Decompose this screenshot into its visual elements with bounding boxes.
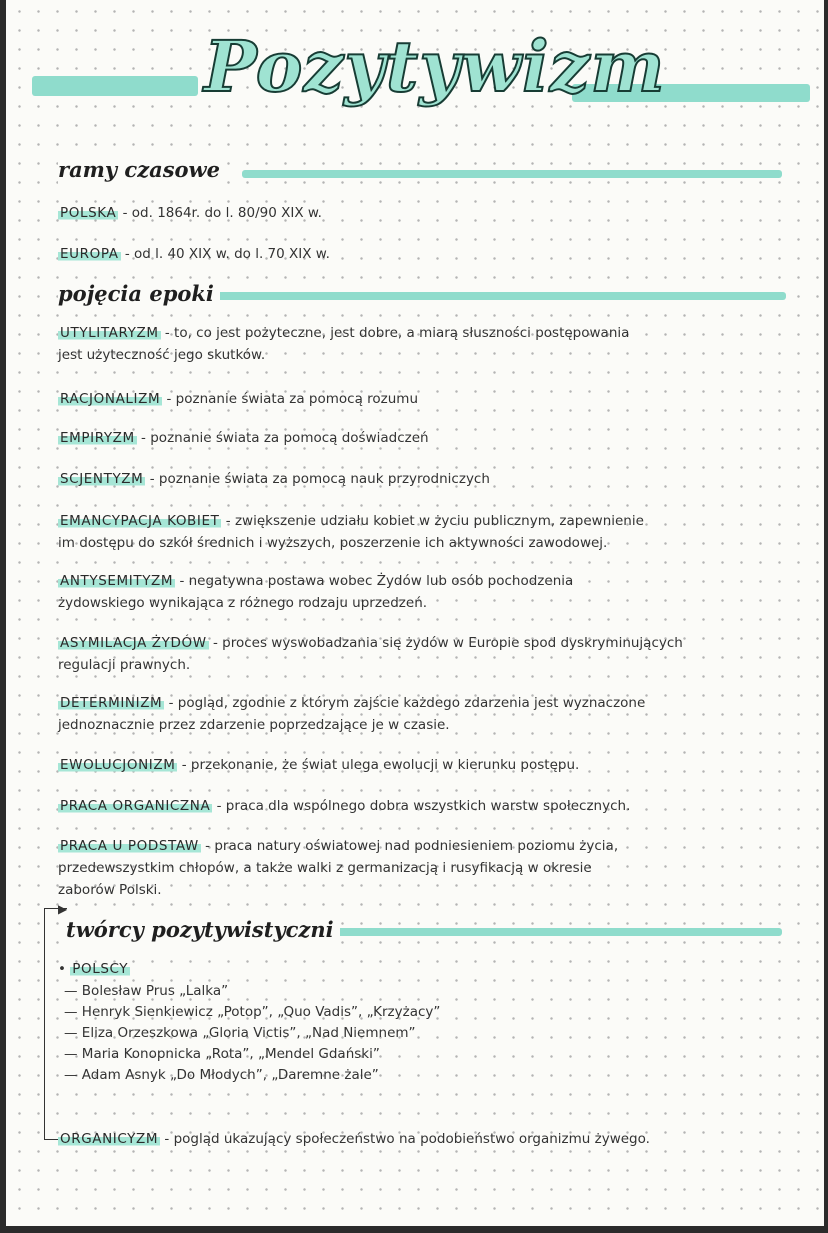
concept-organicism: ORGANICYZM - pogląd ukazujący społeczeństwo na podobieństwo organizmu żywego. [60, 1131, 650, 1147]
desc-determinism-cont: jednoznacznie przez zdarzenie poprzedzające je w czasie. [58, 717, 450, 733]
term-determinism: DETERMINIZM [60, 695, 163, 711]
desc-empiricism: poznanie świata za pomocą doświadczeń [150, 430, 429, 446]
term-poland: POLSKA [60, 205, 117, 221]
author-item: — Maria Konopnicka „Rota”, „Mendel Gdański” [64, 1046, 380, 1062]
desc-evolutionism: przekonanie, że świat ulega ewolucji w kierunku postępu. [190, 757, 580, 773]
author-item: — Adam Asnyk „Do Młodych”, „Daremne żale” [64, 1067, 379, 1083]
concept-organic-work: PRACA ORGANICZNA - praca dla wspólnego dobra wszystkich warstw społecznych. [60, 798, 631, 814]
desc-organic-work: praca dla wspólnego dobra wszystkich warstw społecznych. [225, 798, 631, 814]
author-item: — Henryk Sienkiewicz „Potop”, „Quo Vadis”, „Krzyżacy” [64, 1004, 441, 1020]
section-title-creators: twórcy pozytywistyczni [66, 916, 340, 944]
desc-rationalism: poznanie świata za pomocą rozumu [175, 391, 419, 407]
notebook-page [6, 0, 824, 1226]
desc-determinism: pogląd, zgodnie z którym zajście każdego zdarzenia jest wyznaczone [177, 695, 646, 711]
term-scientism: SCJENTYZM [60, 471, 144, 487]
desc-work-at-foundations-cont2: zaborów Polski. [58, 882, 162, 898]
desc-work-at-foundations-cont: przedewszystkim chłopów, a także walki z germanizacją i rusyfikacją w okresie [58, 860, 592, 876]
concept-determinism: DETERMINIZM - pogląd, zgodnie z którym zajście każdego zdarzenia jest wyznaczone jednoznacznie przez zdarzenie poprzedzające je w czasie. [58, 692, 808, 736]
desc-emancipation: zwiększenie udziału kobiet w życiu publicznym, zapewnienie [234, 513, 644, 529]
title-bar-left [32, 76, 198, 96]
term-antisemitism: ANTYSEMITYZM [60, 573, 174, 589]
concept-rationalism: RACJONALIZM - poznanie świata za pomocą rozumu [60, 391, 419, 407]
concept-work-at-foundations: PRACA U PODSTAW - praca natury oświatowej nad podniesieniem poziomu życia, przedewszystkim chłopów, a także walki z germanizacją i rusyfikacją w okresie zaborów Polski. [58, 835, 808, 901]
term-rationalism: RACJONALIZM [60, 391, 161, 407]
term-assimilation: ASYMILACJA ŻYDÓW [60, 635, 207, 651]
term-work-at-foundations: PRACA U PODSTAW [60, 838, 199, 854]
concept-utilitarianism: UTYLITARYZM - to, co jest pożyteczne, jest dobre, a miarą słuszności postępowania jest użyteczność jego skutków. [58, 322, 808, 366]
concept-emancipation: EMANCYPACJA KOBIET - zwiększenie udziału kobiet w życiu publicznym, zapewnienie im dostępu do szkół średnich i wyższych, poszerzenie ich aktywności zawodowej. [58, 510, 808, 554]
timeframe-row-europe: EUROPA - od l. 40 XIX w. do l. 70 XIX w. [60, 246, 330, 262]
term-europe: EUROPA [60, 246, 119, 262]
creators-label-row [58, 958, 808, 980]
desc-utilitarianism: to, co jest pożyteczne, jest dobre, a miarą słuszności postępowania [174, 325, 630, 341]
term-empiricism: EMPIRYZM [60, 430, 135, 446]
timeframe-row-poland: POLSKA - od. 1864r. do l. 80/90 XIX w. [60, 205, 322, 221]
desc-utilitarianism-cont: jest użyteczność jego skutków. [58, 347, 266, 363]
term-evolutionism: EWOLUCJONIZM [60, 757, 176, 773]
author-item: — Eliza Orzeszkowa „Gloria Victis”, „Nad Niemnem” [64, 1025, 416, 1041]
concept-assimilation: ASYMILACJA ŻYDÓW - proces wyswobadzania się żydów w Europie spod dyskryminujących regulacji prawnych. [58, 632, 808, 676]
desc-assimilation: proces wyswobadzania się żydów w Europie spod dyskryminujących [222, 635, 683, 651]
desc-antisemitism: negatywna postawa wobec Żydów lub osób pochodzenia [188, 573, 574, 589]
term-utilitarianism: UTYLITARYZM [60, 325, 159, 341]
desc-work-at-foundations: praca natury oświatowej nad podniesieniem poziomu życia, [214, 838, 619, 854]
desc-organicism: pogląd ukazujący społeczeństwo na podobieństwo organizmu żywego. [173, 1131, 650, 1147]
desc-poland: od. 1864r. do l. 80/90 XIX w. [131, 205, 322, 221]
term-organic-work: PRACA ORGANICZNA [60, 798, 211, 814]
desc-emancipation-cont: im dostępu do szkół średnich i wyższych, poszerzenie ich aktywności zawodowej. [58, 535, 608, 551]
term-emancipation: EMANCYPACJA KOBIET [60, 513, 220, 529]
concept-antisemitism: ANTYSEMITYZM - negatywna postawa wobec Żydów lub osób pochodzenia żydowskiego wynikająca z różnego rodzaju uprzedzeń. [58, 570, 808, 614]
section-bar-concepts [206, 292, 786, 300]
bullet-icon: • [58, 961, 66, 977]
desc-scientism: poznanie świata za pomocą nauk przyrodniczych [158, 471, 490, 487]
concept-scientism: SCJENTYZM - poznanie świata za pomocą nauk przyrodniczych [60, 471, 490, 487]
term-organicism: ORGANICYZM [60, 1131, 159, 1147]
concept-empiricism: EMPIRYZM - poznanie świata za pomocą doświadczeń [60, 430, 429, 446]
desc-europe: od l. 40 XIX w. do l. 70 XIX w. [134, 246, 330, 262]
arrow-icon: ▶ [58, 902, 68, 916]
concept-evolutionism: EWOLUCJONIZM - przekonanie, że świat ulega ewolucji w kierunku postępu. [60, 757, 580, 773]
author-item: — Bolesław Prus „Lalka” [64, 983, 229, 999]
page-title: Pozytywizm [204, 25, 666, 108]
section-title-timeframe: ramy czasowe [58, 156, 226, 184]
section-bar-creators [282, 928, 782, 936]
desc-assimilation-cont: regulacji prawnych. [58, 657, 191, 673]
section-bar-timeframe [242, 170, 782, 178]
section-title-concepts: pojęcia epoki [58, 280, 220, 308]
label-polish: POLSCY [72, 961, 129, 977]
desc-antisemitism-cont: żydowskiego wynikająca z różnego rodzaju uprzedzeń. [58, 595, 428, 611]
